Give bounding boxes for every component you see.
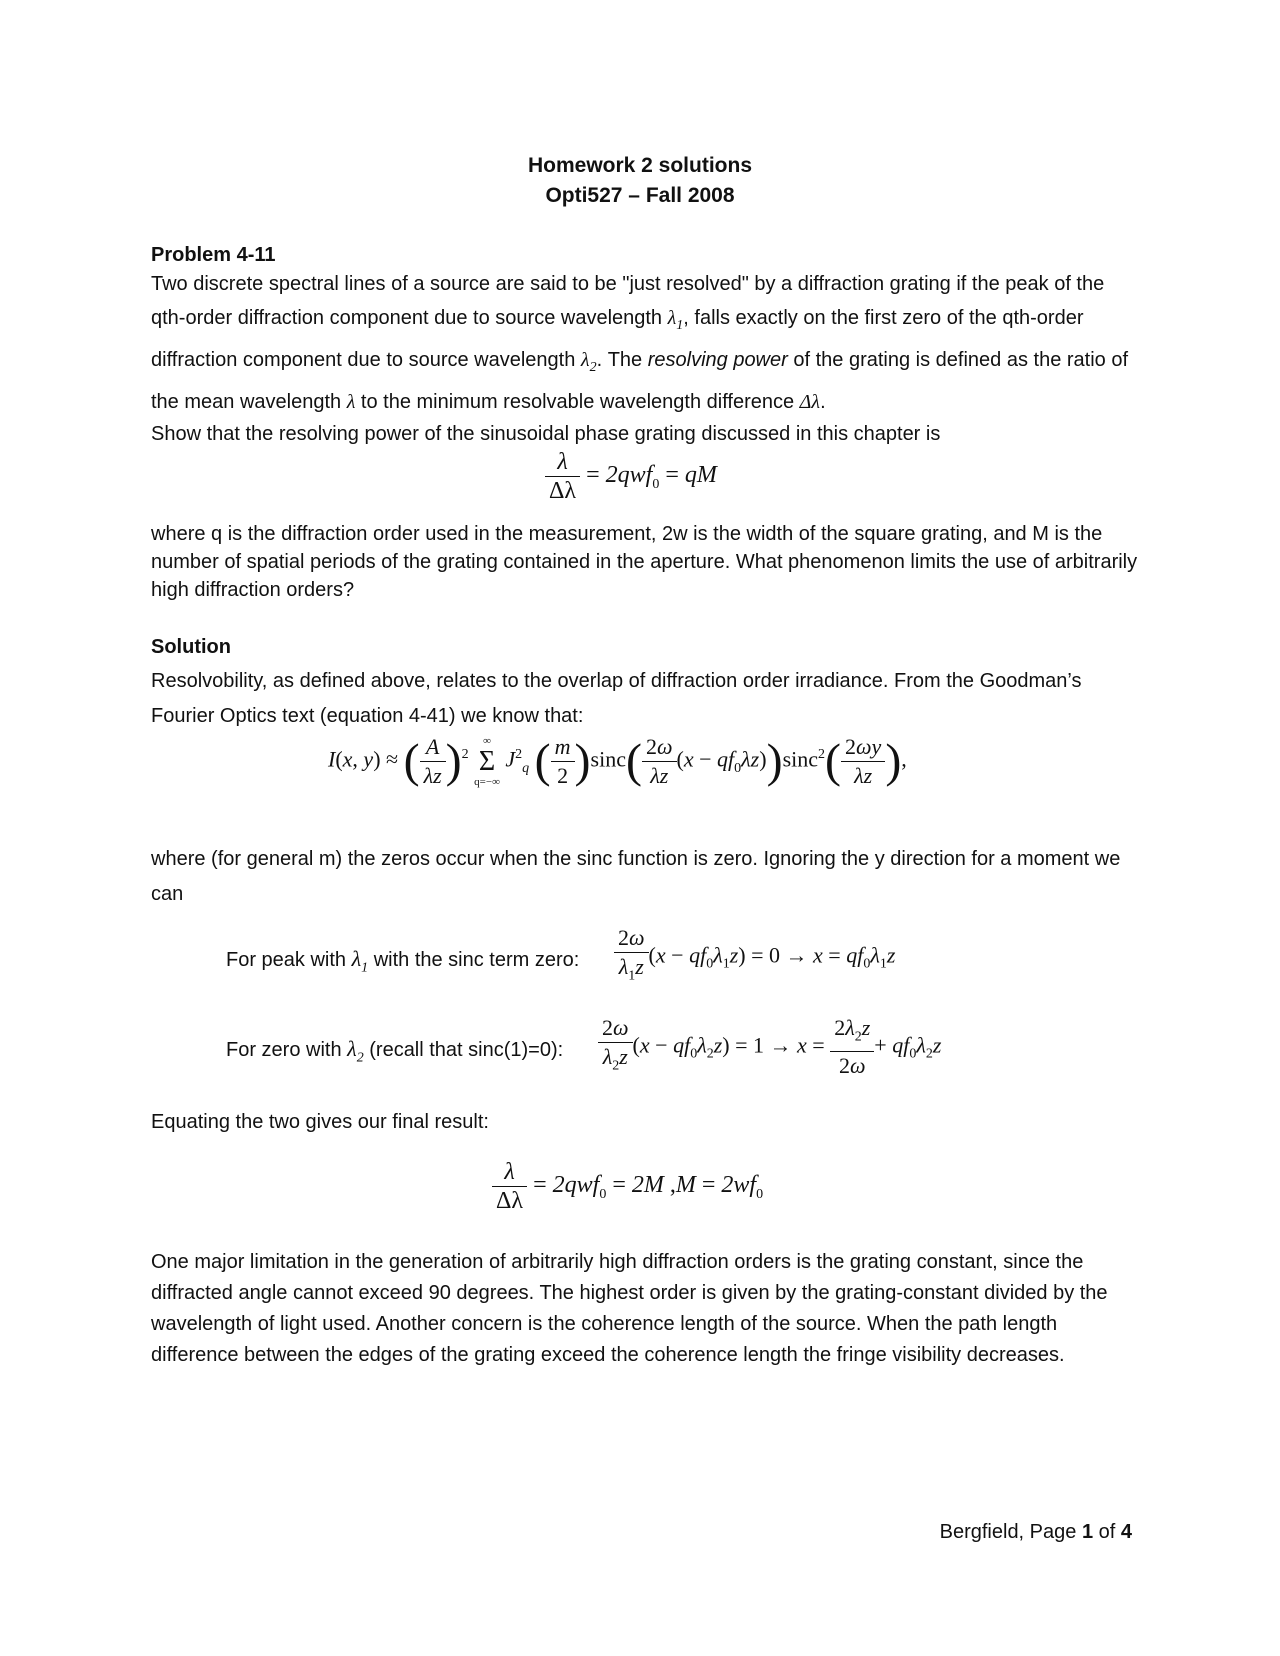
problem-heading: Problem 4-11 — [151, 244, 276, 266]
zero-equation: $\frac{2\omega}{\lambda_2z}$ $(x - qf_0\lambda_2z) = 1 \to x$ = $\frac{2\lambda_2z}{2\omega}$ + $qf_0\lambda_2z$ — [598, 1014, 941, 1080]
problem-text-f: . — [820, 391, 826, 413]
problem-text-d: of the grating is defined as the ratio of the mean wavelength — [151, 349, 1129, 413]
delta-lambda-symbol: Δλ — [799, 391, 821, 413]
problem-text-b: , falls exactly on the first zero of the qth-order diffraction component due to source wavelength — [151, 307, 1084, 371]
problem-definitions: where q is the diffraction order used in the measurement, 2w is the width of the square grating, and M is the number of spatial periods of the grating contained in the aperture. What phenomenon limits the use of arbitrarily high diffraction orders? — [151, 523, 1138, 601]
footer-author: Bergfield, Page — [939, 1521, 1082, 1543]
lambda-symbol: λ — [346, 391, 356, 413]
peak-label-a: For peak with — [226, 949, 352, 971]
final-result-equation: $\frac{\lambda}{\Delta\lambda}$ = 2qwf$_0$ = 2M $,M = 2wf_0$ — [492, 1158, 763, 1215]
resolving-power-term: resolving power — [647, 349, 788, 371]
zero-label-a: For zero with — [226, 1039, 348, 1061]
solution-intro: Resolvobility, as defined above, relates to the overlap of diffraction order irradiance. From the Goodman’s Fourier Optics text (equation 4-41) we know that: — [151, 670, 1082, 727]
equating-text: Equating the two gives our final result: — [151, 1111, 489, 1133]
zero-label: For zero with $\lambda_2$ (recall that sinc(1)=0): — [226, 1036, 564, 1066]
show-that-text: Show that the resolving power of the sinusoidal phase grating discussed in this chapter is — [151, 423, 941, 445]
solution-heading: Solution — [151, 636, 231, 658]
problem-text-a: Two discrete spectral lines of a source are said to be "just resolved" by a diffraction grating if the peak of the qth-order diffraction component due to source wavelength — [151, 273, 1105, 329]
peak-equation: $\frac{2\omega}{\lambda_1z}$ $(x - qf_0\lambda_1z) = 0 \to x = qf_0\lambda_1z$ — [614, 924, 895, 990]
irradiance-equation: I(x, y) ≈ ( $\frac{A}{\lambda z}$ )$^2$ ∞ Σ q=−∞ $J^2_q$ ( $\frac{m}{2}$ )sinc( $\frac{2\omega}{\lambda z}$ $(x - qf_0\lambda z))\sin c^2$( $\frac{2\omega y}{\lambda z}$ ), — [328, 734, 907, 788]
footer-of: of — [1093, 1521, 1121, 1543]
lambda2-symbol: $\lambda_2$ — [580, 349, 597, 375]
conclusion-paragraph: One major limitation in the generation of arbitrarily high diffraction orders is the grating constant, since the diffracted angle cannot exceed 90 degrees. The highest order is given by the grating-constant divided by the wavelength of light used. Another concern is the coherence length of the source. When the path length difference between the edges of the grating exceed the coherence length the fringe visibility decreases. — [151, 1251, 1108, 1366]
zero-label-b: (recall that sinc(1)=0): — [363, 1039, 564, 1061]
total-pages: 4 — [1120, 1521, 1132, 1543]
resolving-power-equation: $\frac{\lambda}{\Delta\lambda}$ = 2qwf$_0$ = qM — [545, 448, 717, 505]
lambda1-symbol: $\lambda_1$ — [667, 307, 684, 333]
current-page-number: 1 — [1081, 1521, 1094, 1543]
page-footer — [940, 1521, 1132, 1544]
course-subtitle: Opti527 – Fall 2008 — [545, 184, 735, 207]
zeros-text: where (for general m) the zeros occur when the sinc function is zero. Ignoring the y direction for a moment we can — [151, 848, 1121, 905]
problem-text-c: . The — [596, 349, 648, 371]
peak-label: For peak with $\lambda_1$ with the sinc term zero: — [226, 946, 580, 976]
peak-label-b: with the sinc term zero: — [368, 949, 580, 971]
document-title: Homework 2 solutions — [527, 154, 753, 177]
problem-paragraph — [151, 267, 1141, 419]
problem-text-e: to the minimum resolvable wavelength difference — [355, 391, 800, 413]
